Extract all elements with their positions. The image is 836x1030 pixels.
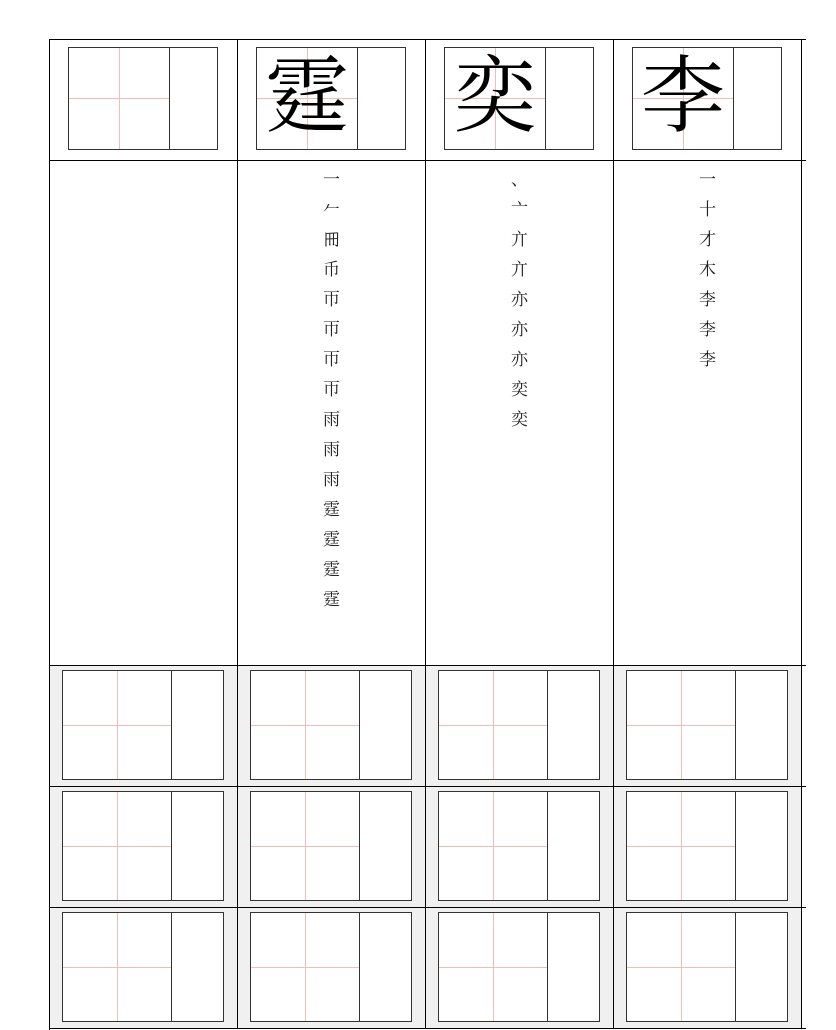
stroke-step: 帀 bbox=[323, 290, 340, 310]
guide-line bbox=[627, 846, 735, 847]
box-divider bbox=[359, 913, 360, 1021]
stroke-step: 亦 bbox=[511, 350, 528, 370]
guide-line bbox=[63, 846, 171, 847]
box-divider bbox=[547, 671, 548, 779]
box-divider bbox=[169, 48, 170, 149]
box-divider bbox=[359, 792, 360, 900]
practice-cell bbox=[614, 908, 802, 1028]
guide-line bbox=[251, 846, 359, 847]
writing-box[interactable] bbox=[438, 791, 600, 901]
model-cell bbox=[238, 40, 426, 160]
stroke-step: 帀 bbox=[323, 380, 340, 400]
stroke-step: 帀 bbox=[323, 320, 340, 340]
practice-cell bbox=[614, 787, 802, 907]
practice-cell bbox=[50, 666, 238, 786]
box-divider bbox=[735, 671, 736, 779]
tracing-box bbox=[632, 47, 782, 150]
stroke-step: 一 bbox=[323, 170, 340, 190]
box-divider bbox=[735, 913, 736, 1021]
writing-box[interactable] bbox=[250, 912, 412, 1022]
stroke-order-cell bbox=[238, 161, 426, 665]
guide-line bbox=[251, 725, 359, 726]
model-character: 李 bbox=[640, 47, 725, 145]
practice-row bbox=[50, 666, 806, 787]
stroke-order-row bbox=[50, 161, 806, 666]
stroke-step: 币 bbox=[323, 260, 340, 280]
stroke-step: 一 bbox=[699, 170, 716, 190]
guide-line bbox=[63, 967, 171, 968]
model-cell bbox=[50, 40, 238, 160]
guide-line bbox=[439, 725, 547, 726]
stroke-step: 霆 bbox=[323, 500, 340, 520]
practice-cell bbox=[50, 787, 238, 907]
stroke-order-cell bbox=[50, 161, 238, 665]
practice-row bbox=[50, 787, 806, 908]
practice-cell bbox=[426, 666, 614, 786]
stroke-step: 𠕁 bbox=[323, 230, 340, 250]
guide-line bbox=[627, 725, 735, 726]
box-divider bbox=[733, 48, 734, 149]
stroke-step: 才 bbox=[699, 230, 716, 250]
stroke-order-cell bbox=[426, 161, 614, 665]
stroke-order-cell bbox=[614, 161, 802, 665]
tracing-box bbox=[256, 47, 406, 150]
stroke-step: 亣 bbox=[511, 230, 528, 250]
stroke-step: 、 bbox=[511, 170, 528, 190]
model-character bbox=[69, 47, 169, 150]
writing-box[interactable] bbox=[62, 791, 224, 901]
guide-line bbox=[63, 725, 171, 726]
stroke-step: 𠂉 bbox=[323, 200, 340, 220]
guide-line bbox=[251, 967, 359, 968]
stroke-step: 十 bbox=[699, 200, 716, 220]
stroke-step: 雨 bbox=[323, 410, 340, 430]
tracing-box bbox=[444, 47, 594, 150]
stroke-step: 雨 bbox=[323, 470, 340, 490]
model-character: 霆 bbox=[264, 47, 349, 145]
writing-box[interactable] bbox=[62, 912, 224, 1022]
stroke-step: 雨 bbox=[323, 440, 340, 460]
guide-line bbox=[627, 967, 735, 968]
stroke-step: 奕 bbox=[511, 410, 528, 430]
practice-row bbox=[50, 908, 806, 1029]
practice-cell bbox=[238, 908, 426, 1028]
box-divider bbox=[547, 913, 548, 1021]
box-divider bbox=[359, 671, 360, 779]
practice-cell bbox=[614, 666, 802, 786]
box-divider bbox=[735, 792, 736, 900]
stroke-step: 霆 bbox=[323, 560, 340, 580]
stroke-step: 亦 bbox=[511, 320, 528, 340]
stroke-step: 木 bbox=[699, 260, 716, 280]
guide-line bbox=[439, 967, 547, 968]
writing-box[interactable] bbox=[62, 670, 224, 780]
model-character: 奕 bbox=[452, 47, 537, 145]
writing-box[interactable] bbox=[626, 912, 788, 1022]
stroke-order-list bbox=[426, 165, 613, 435]
stroke-step: 李 bbox=[699, 350, 716, 370]
model-cell bbox=[426, 40, 614, 160]
stroke-step: 霆 bbox=[323, 530, 340, 550]
stroke-order-list bbox=[238, 165, 425, 615]
practice-cell bbox=[50, 908, 238, 1028]
practice-cell bbox=[426, 787, 614, 907]
writing-box[interactable] bbox=[250, 670, 412, 780]
stroke-order-list bbox=[614, 165, 801, 375]
practice-sheet bbox=[49, 39, 806, 1030]
box-divider bbox=[171, 913, 172, 1021]
writing-box[interactable] bbox=[438, 670, 600, 780]
model-cell bbox=[614, 40, 802, 160]
stroke-step: 帀 bbox=[323, 350, 340, 370]
practice-cell bbox=[426, 908, 614, 1028]
practice-cell bbox=[238, 666, 426, 786]
writing-box[interactable] bbox=[438, 912, 600, 1022]
practice-cell bbox=[238, 787, 426, 907]
box-divider bbox=[545, 48, 546, 149]
box-divider bbox=[357, 48, 358, 149]
stroke-step: 李 bbox=[699, 320, 716, 340]
stroke-step: 亣 bbox=[511, 260, 528, 280]
box-divider bbox=[547, 792, 548, 900]
guide-line bbox=[439, 846, 547, 847]
writing-box[interactable] bbox=[250, 791, 412, 901]
stroke-step: 亠 bbox=[511, 200, 528, 220]
stroke-step: 李 bbox=[699, 290, 716, 310]
stroke-step: 亦 bbox=[511, 290, 528, 310]
writing-box[interactable] bbox=[626, 670, 788, 780]
tracing-box bbox=[68, 47, 218, 150]
stroke-step: 奕 bbox=[511, 380, 528, 400]
writing-box[interactable] bbox=[626, 791, 788, 901]
stroke-step: 霆 bbox=[323, 590, 340, 610]
box-divider bbox=[171, 671, 172, 779]
box-divider bbox=[171, 792, 172, 900]
model-character-row bbox=[50, 40, 806, 161]
